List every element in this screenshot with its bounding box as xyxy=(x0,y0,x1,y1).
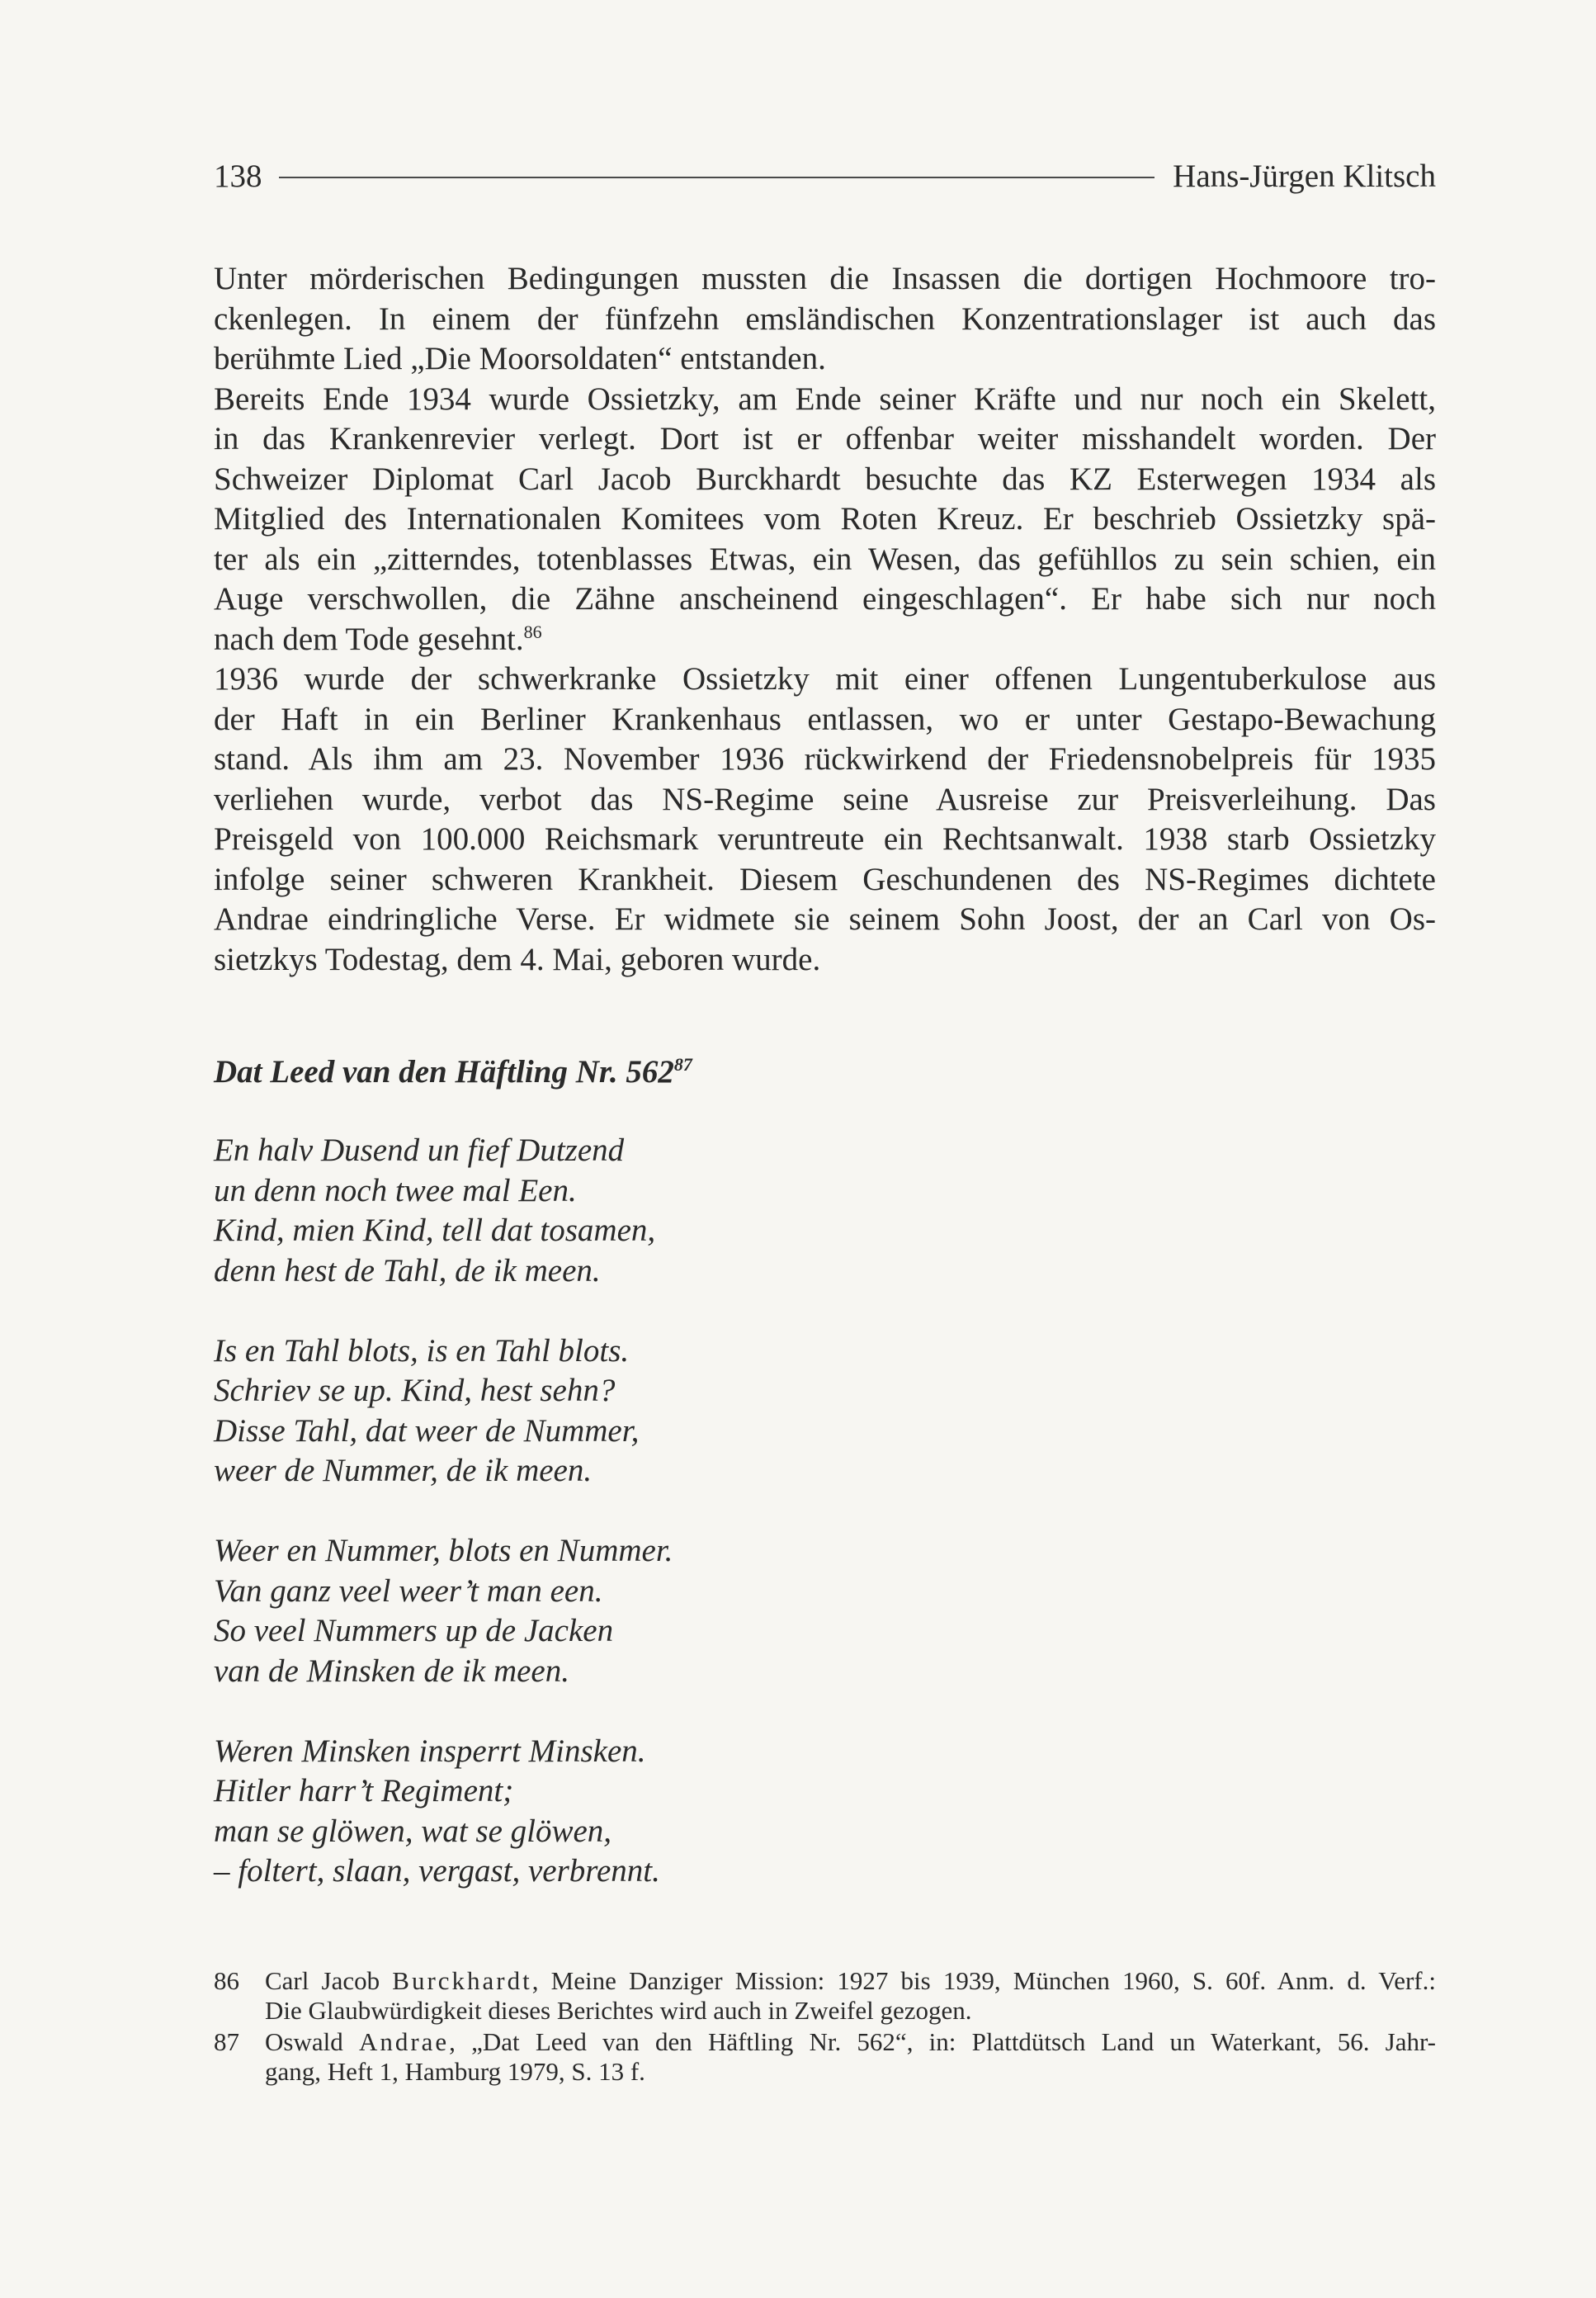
footnote-line: gang, Heft 1, Hamburg 1979, S. 13 f. xyxy=(265,2057,645,2086)
footnote-ref-87[interactable]: 87 xyxy=(673,1054,692,1075)
poem-line: En halv Dusend un fief Dutzend xyxy=(214,1132,625,1168)
poem-title-text: Dat Leed van den Häftling Nr. 562 xyxy=(214,1054,674,1090)
poem-line: Van ganz veel weer’t man een. xyxy=(214,1572,603,1609)
text-line: verliehen wurde, verbot das NS-Regime seine Ausreise zur Preisverleihung. Das xyxy=(214,781,1436,817)
footnote-number: 86 xyxy=(214,1966,239,1995)
running-head-author: Hans-Jürgen Klitsch xyxy=(1173,158,1436,194)
text-line: der Haft in ein Berliner Krankenhaus entlassen, wo er unter Gestapo-Bewachung xyxy=(214,701,1436,737)
poem-stanza xyxy=(214,1531,673,1691)
text-line: berühmte Lied „Die Moorsoldaten“ entstanden. xyxy=(214,341,826,376)
page-number: 138 xyxy=(214,158,262,194)
text-line: 1936 wurde der schwerkranke Ossietzky mit einer offenen Lungentuberkulose aus xyxy=(214,661,1436,697)
footnote-author-first: Oswald xyxy=(265,2027,343,2056)
footnote-body xyxy=(265,2027,1436,2087)
poem-line: man se glöwen, wat se glöwen, xyxy=(214,1813,612,1849)
footnote-87 xyxy=(214,2027,1436,2087)
text-line xyxy=(214,620,1436,660)
poem-stanza xyxy=(214,1331,673,1492)
footnote-body xyxy=(265,1966,1436,2026)
footnote-number: 87 xyxy=(214,2027,239,2056)
poem-line: Schriev se up. Kind, hest sehn? xyxy=(214,1373,616,1408)
text-line: Bereits Ende 1934 wurde Ossietzky, am Ende seiner Kräfte und nur noch ein Skelett, xyxy=(214,381,1436,417)
footnotes xyxy=(214,1966,1436,2088)
poem-line: Kind, mien Kind, tell dat tosamen, xyxy=(214,1213,656,1248)
footnote-line: Die Glaubwürdigkeit dieses Berichtes wird auch in Zweifel gezogen. xyxy=(265,1996,972,2025)
footnote-line xyxy=(265,1966,1436,1996)
text-line: in das Krankenrevier verlegt. Dort ist er offenbar weiter misshandelt worden. Der xyxy=(214,421,1436,456)
footnote-author-last: Andrae xyxy=(358,2027,450,2056)
text-line: Schweizer Diplomat Carl Jacob Burckhardt besuchte das KZ Esterwegen 1934 als xyxy=(214,461,1436,497)
footnote-86 xyxy=(214,1966,1436,2026)
text-line: stand. Als ihm am 23. November 1936 rückwirkend der Friedensnobelpreis für 1935 xyxy=(214,741,1436,777)
poem-line: Is en Tahl blots, is en Tahl blots. xyxy=(214,1332,630,1369)
poem-line: un denn noch twee mal Een. xyxy=(214,1172,577,1208)
footnote-ref-86[interactable]: 86 xyxy=(523,621,542,642)
poem-title xyxy=(214,1053,692,1090)
poem-line: So veel Nummers up de Jacken xyxy=(214,1613,614,1648)
poem-line: Disse Tahl, dat weer de Nummer, xyxy=(214,1412,640,1449)
poem-line: weer de Nummer, de ik meen. xyxy=(214,1453,593,1488)
footnote-author-last: Burckhardt xyxy=(392,1966,532,1995)
text-line: sietzkys Todestag, dem 4. Mai, geboren wurde. xyxy=(214,941,821,977)
text-line: Andrae eindringliche Verse. Er widmete sie seinem Sohn Joost, der an Carl von Os- xyxy=(214,901,1436,937)
footnote-citation: , „Dat Leed van den Häftling Nr. 562“, in: Plattdütsch Land un Waterkant, 56. Jahr- xyxy=(449,2027,1437,2056)
header-rule xyxy=(279,177,1155,178)
poem-line: Weer en Nummer, blots en Nummer. xyxy=(214,1533,673,1568)
text-line: Unter mörderischen Bedingungen mussten die Insassen die dortigen Hochmoore tro- xyxy=(214,261,1436,296)
text-line: Preisgeld von 100.000 Reichsmark veruntreute ein Rechtsanwalt. 1938 starb Ossietzky xyxy=(214,821,1436,857)
poem xyxy=(214,1131,673,1932)
poem-stanza xyxy=(214,1732,673,1892)
poem-line: Weren Minsken insperrt Minsken. xyxy=(214,1733,646,1769)
footnote-citation: , Meine Danziger Mission: 1927 bis 1939, München 1960, S. 60f. Anm. d. Verf.: xyxy=(531,1966,1436,1995)
text-line: ter als ein „zitterndes, totenblasses Etwas, ein Wesen, das gefühllos zu sein schien, ein xyxy=(214,541,1436,577)
footnote-line xyxy=(265,2027,1436,2057)
text-line: Mitglied des Internationalen Komitees vom Roten Kreuz. Er beschrieb Ossietzky spä- xyxy=(214,501,1436,537)
poem-line: van de Minsken de ik meen. xyxy=(214,1653,569,1689)
poem-line: Hitler harr’t Regiment; xyxy=(214,1773,514,1809)
main-text xyxy=(214,259,1436,980)
poem-line: denn hest de Tahl, de ik meen. xyxy=(214,1252,601,1288)
running-head xyxy=(214,151,1436,201)
text-line: Auge verschwollen, die Zähne anscheinend eingeschlagen“. Er habe sich nur noch xyxy=(214,581,1436,617)
footnote-author-first: Carl Jacob xyxy=(265,1966,380,1995)
poem-line: – foltert, slaan, vergast, verbrennt. xyxy=(214,1853,660,1889)
text-line-content: nach dem Tode gesehnt. xyxy=(214,621,524,657)
text-line: ckenlegen. In einem der fünfzehn emsländischen Konzentrationslager ist auch das xyxy=(214,300,1436,337)
text-line: infolge seiner schweren Krankheit. Diesem Geschundenen des NS-Regimes dichtete xyxy=(214,861,1436,897)
poem-stanza xyxy=(214,1131,673,1291)
